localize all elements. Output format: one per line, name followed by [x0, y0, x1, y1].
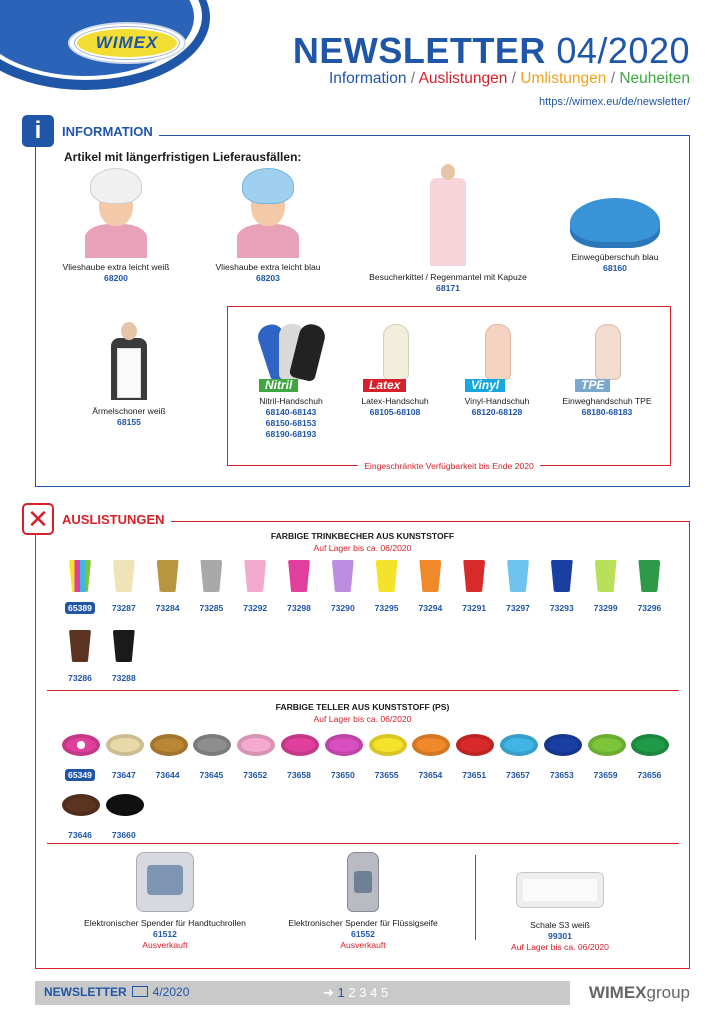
glove-name: Nitril-Handschuh [259, 396, 323, 406]
plate-code: 73653 [549, 770, 574, 780]
tray-image [516, 872, 604, 908]
footer-brand-logo[interactable] [589, 983, 690, 1003]
product-code: 68200 [104, 273, 128, 283]
cup-image [288, 560, 310, 592]
sleeve-protector-image [103, 322, 155, 402]
vinyl-badge: Vinyl [465, 379, 505, 392]
plate-code: 73644 [155, 770, 180, 780]
cup-image [113, 560, 135, 592]
glove-code: 68120-68128 [471, 407, 523, 417]
mail-icon [132, 986, 148, 997]
availability-note: Eingeschränkte Verfügbarkeit bis Ende 2020 [358, 461, 540, 471]
nitrile-glove-image [259, 324, 323, 392]
info-icon: i [22, 115, 54, 147]
tpe-badge: TPE [575, 379, 610, 392]
product-name: Ärmelschoner weiß [92, 406, 166, 416]
product-tpe-handschuh[interactable] [555, 324, 659, 418]
page-link-5[interactable]: 5 [380, 985, 389, 1000]
cup-item[interactable] [62, 560, 98, 616]
cup-item[interactable] [325, 560, 361, 616]
cup-code: 73285 [199, 603, 224, 613]
delisting-label: AUSLISTUNGEN [62, 511, 165, 527]
plate-image [631, 734, 669, 756]
cup-item[interactable] [631, 560, 667, 616]
cup-code: 73292 [243, 603, 268, 613]
plate-code: 73658 [287, 770, 311, 780]
product-name: Besucherkittel / Regenmantel mit Kapuze [369, 272, 527, 282]
product-code: 68160 [603, 263, 627, 273]
cup-item[interactable] [106, 630, 142, 686]
plate-image [281, 734, 319, 756]
cup-image [595, 560, 617, 592]
cup-item[interactable] [544, 560, 580, 616]
glove-name: Einweghandschuh TPE [562, 396, 652, 406]
cup-image [419, 560, 441, 592]
cup-image [244, 560, 266, 592]
information-subtitle: Artikel mit längerfristigen Lieferausfällen: [64, 150, 302, 164]
cup-image [69, 630, 91, 662]
plate-item[interactable] [456, 728, 492, 783]
cup-item[interactable] [412, 560, 448, 616]
product-name: Vlieshaube extra leicht weiß [62, 262, 170, 272]
product-name: Einwegüberschuh blau [571, 252, 659, 262]
product-nitril-handschuh[interactable] [246, 324, 336, 440]
cup-item[interactable] [193, 560, 229, 616]
divider [47, 690, 679, 691]
information-label: INFORMATION [62, 123, 153, 139]
cup-image [551, 560, 573, 592]
page-link-3[interactable]: 3 [359, 985, 367, 1000]
product-code: 68171 [436, 283, 460, 293]
plate-item[interactable] [325, 728, 361, 783]
plate-item[interactable] [544, 728, 580, 783]
shoe-cover-image [570, 198, 660, 248]
arrow-right-icon: ➔ [323, 985, 334, 1000]
plate-code: 73652 [243, 770, 268, 780]
soap-dispenser-image [347, 852, 379, 912]
plate-item[interactable] [106, 728, 142, 783]
cup-image [376, 560, 398, 592]
product-name: Vlieshaube extra leicht blau [215, 262, 321, 272]
latex-glove-image [363, 324, 427, 392]
cup-item[interactable] [62, 630, 98, 686]
product-vinyl-handschuh[interactable] [452, 324, 542, 418]
plate-image [369, 734, 407, 756]
plate-item[interactable] [412, 728, 448, 783]
cup-code: 73290 [330, 603, 355, 613]
plate-code: 73656 [637, 770, 662, 780]
product-name: Schale S3 weiß [530, 920, 590, 930]
glove-code: 68190-68193 [265, 429, 317, 439]
towel-dispenser-image [136, 852, 194, 912]
vertical-divider [475, 855, 476, 940]
product-status: Ausverkauft [142, 940, 188, 950]
page-link-4[interactable]: 4 [370, 985, 378, 1000]
cat-information: Information [328, 70, 407, 87]
plate-image [588, 734, 626, 756]
product-vlieshaube-weiss[interactable] [54, 168, 178, 284]
product-code: 68203 [256, 273, 280, 283]
cup-code: 73295 [374, 603, 399, 613]
product-ueberschuh[interactable] [560, 178, 670, 274]
plate-item[interactable] [500, 728, 536, 783]
plate-item[interactable] [281, 728, 317, 783]
product-code: 61552 [351, 929, 375, 939]
plate-item[interactable] [62, 728, 98, 783]
plate-code: 65349 [65, 769, 95, 781]
product-code: 61512 [153, 929, 177, 939]
plate-image [62, 734, 100, 756]
plate-code: 73650 [330, 770, 355, 780]
cup-code: 73297 [506, 603, 530, 613]
plate-item[interactable] [631, 728, 667, 783]
cup-item[interactable] [150, 560, 186, 616]
product-schale[interactable] [496, 866, 624, 953]
footer-issue: 4/2020 [152, 985, 190, 999]
cup-code: 73294 [418, 603, 443, 613]
plate-image [500, 734, 538, 756]
product-code: 99301 [548, 931, 572, 941]
plate-image [325, 734, 363, 756]
glove-code: 68180-68183 [581, 407, 633, 417]
product-name: Elektronischer Spender für Flüssigseife [288, 918, 438, 928]
cup-item[interactable] [588, 560, 624, 616]
plate-item[interactable] [106, 788, 142, 843]
cups-stock: Auf Lager bis ca. 06/2020 [313, 543, 412, 553]
cat-umlistungen: Umlistungen [520, 70, 607, 87]
cat-sep: / [406, 70, 419, 87]
plate-code: 73646 [68, 830, 92, 840]
glove-name: Vinyl-Handschuh [464, 396, 530, 406]
plate-code: 73659 [593, 770, 618, 780]
brand-name: WIMEX [588, 983, 647, 1002]
cup-item[interactable] [106, 560, 142, 616]
close-icon: ✕ [22, 503, 54, 535]
product-vlieshaube-blau[interactable] [203, 168, 333, 284]
cup-code: 73286 [68, 673, 92, 683]
cup-code: 73287 [111, 603, 136, 613]
glove-name: Latex-Handschuh [361, 396, 429, 406]
cup-item[interactable] [456, 560, 492, 616]
cup-code: 65389 [65, 602, 95, 614]
vinyl-glove-image [465, 324, 529, 392]
cup-image [638, 560, 660, 592]
hair-cap-blue-image [237, 168, 299, 258]
cup-image [69, 560, 91, 592]
cup-code: 73284 [155, 603, 180, 613]
page-navigation [323, 985, 388, 1001]
plate-code: 73655 [374, 770, 399, 780]
newsletter-url-link[interactable]: https://wimex.eu/de/newsletter/ [538, 96, 690, 108]
title-text: NEWSLETTER [292, 30, 546, 71]
cups-title: FARBIGE TRINKBECHER AUS KUNSTSTOFF [270, 531, 455, 541]
plate-image [106, 794, 144, 816]
cup-code: 73299 [593, 603, 618, 613]
product-code: 68155 [117, 417, 141, 427]
plate-item[interactable] [369, 728, 405, 783]
information-header [22, 115, 159, 147]
plate-image [412, 734, 450, 756]
plate-image [237, 734, 275, 756]
cat-sep: / [507, 70, 521, 87]
latex-badge: Latex [363, 379, 406, 392]
footer-label: NEWSLETTER [44, 985, 127, 999]
category-line [329, 70, 690, 88]
page-link-1[interactable]: 1 [337, 985, 345, 1000]
product-besucherkittel[interactable] [355, 164, 541, 294]
product-name: Elektronischer Spender für Handtuchrollen [84, 918, 246, 928]
plate-image [456, 734, 494, 756]
logo-text: WIMEX [95, 33, 159, 52]
cup-code: 73291 [462, 603, 487, 613]
plate-image [193, 734, 231, 756]
glove-code: 68140-68143 [265, 407, 317, 417]
tpe-glove-image [575, 324, 639, 392]
cat-auslistungen: Auslistungen [418, 70, 508, 87]
plate-item[interactable] [62, 788, 98, 843]
plate-code: 73645 [199, 770, 224, 780]
cup-code: 73296 [637, 603, 662, 613]
cup-image [332, 560, 354, 592]
plate-code: 73651 [462, 770, 487, 780]
cup-code: 73293 [549, 603, 574, 613]
product-status: Ausverkauft [340, 940, 386, 950]
cat-sep: / [606, 70, 620, 87]
plate-item[interactable] [150, 728, 186, 783]
hair-cap-white-image [85, 168, 147, 258]
plate-image [150, 734, 188, 756]
plate-code: 73660 [111, 830, 136, 840]
cup-image [157, 560, 179, 592]
glove-code: 68105-68108 [369, 407, 421, 417]
nitril-badge: Nitril [259, 379, 298, 392]
plates-stock: Auf Lager bis ca. 06/2020 [313, 714, 412, 724]
brand-suffix: group [646, 983, 690, 1002]
plate-image [62, 794, 100, 816]
cat-neuheiten: Neuheiten [619, 70, 690, 87]
product-aermelschoner[interactable] [74, 322, 184, 428]
plate-image [544, 734, 582, 756]
cup-item[interactable] [500, 560, 536, 616]
product-spender-seife[interactable] [270, 852, 456, 951]
product-spender-handtuch[interactable] [60, 852, 270, 951]
plate-item[interactable] [237, 728, 273, 783]
divider [47, 843, 679, 844]
plates-title: FARBIGE TELLER AUS KUNSTSTOFF (PS) [275, 702, 450, 712]
glove-code: 68150-68153 [265, 418, 317, 428]
cup-image [463, 560, 485, 592]
footer-newsletter [44, 985, 189, 999]
cup-image [507, 560, 529, 592]
cup-item[interactable] [369, 560, 405, 616]
cup-image [200, 560, 222, 592]
cup-code: 73288 [111, 673, 136, 683]
product-latex-handschuh[interactable] [350, 324, 440, 418]
cup-image [113, 630, 135, 662]
page-link-2[interactable]: 2 [348, 985, 356, 1000]
wimex-logo[interactable] [68, 22, 186, 64]
cup-item[interactable] [281, 560, 317, 616]
plate-code: 73657 [506, 770, 530, 780]
newsletter-title [293, 30, 690, 72]
visitor-coat-image [428, 164, 468, 268]
plate-code: 73647 [111, 770, 136, 780]
cup-code: 73298 [287, 603, 311, 613]
plate-item[interactable] [588, 728, 624, 783]
plate-item[interactable] [193, 728, 229, 783]
cup-item[interactable] [237, 560, 273, 616]
plate-image [106, 734, 144, 756]
product-status: Auf Lager bis ca. 06/2020 [511, 942, 609, 952]
title-issue: 04/2020 [556, 30, 690, 71]
plate-code: 73654 [418, 770, 443, 780]
